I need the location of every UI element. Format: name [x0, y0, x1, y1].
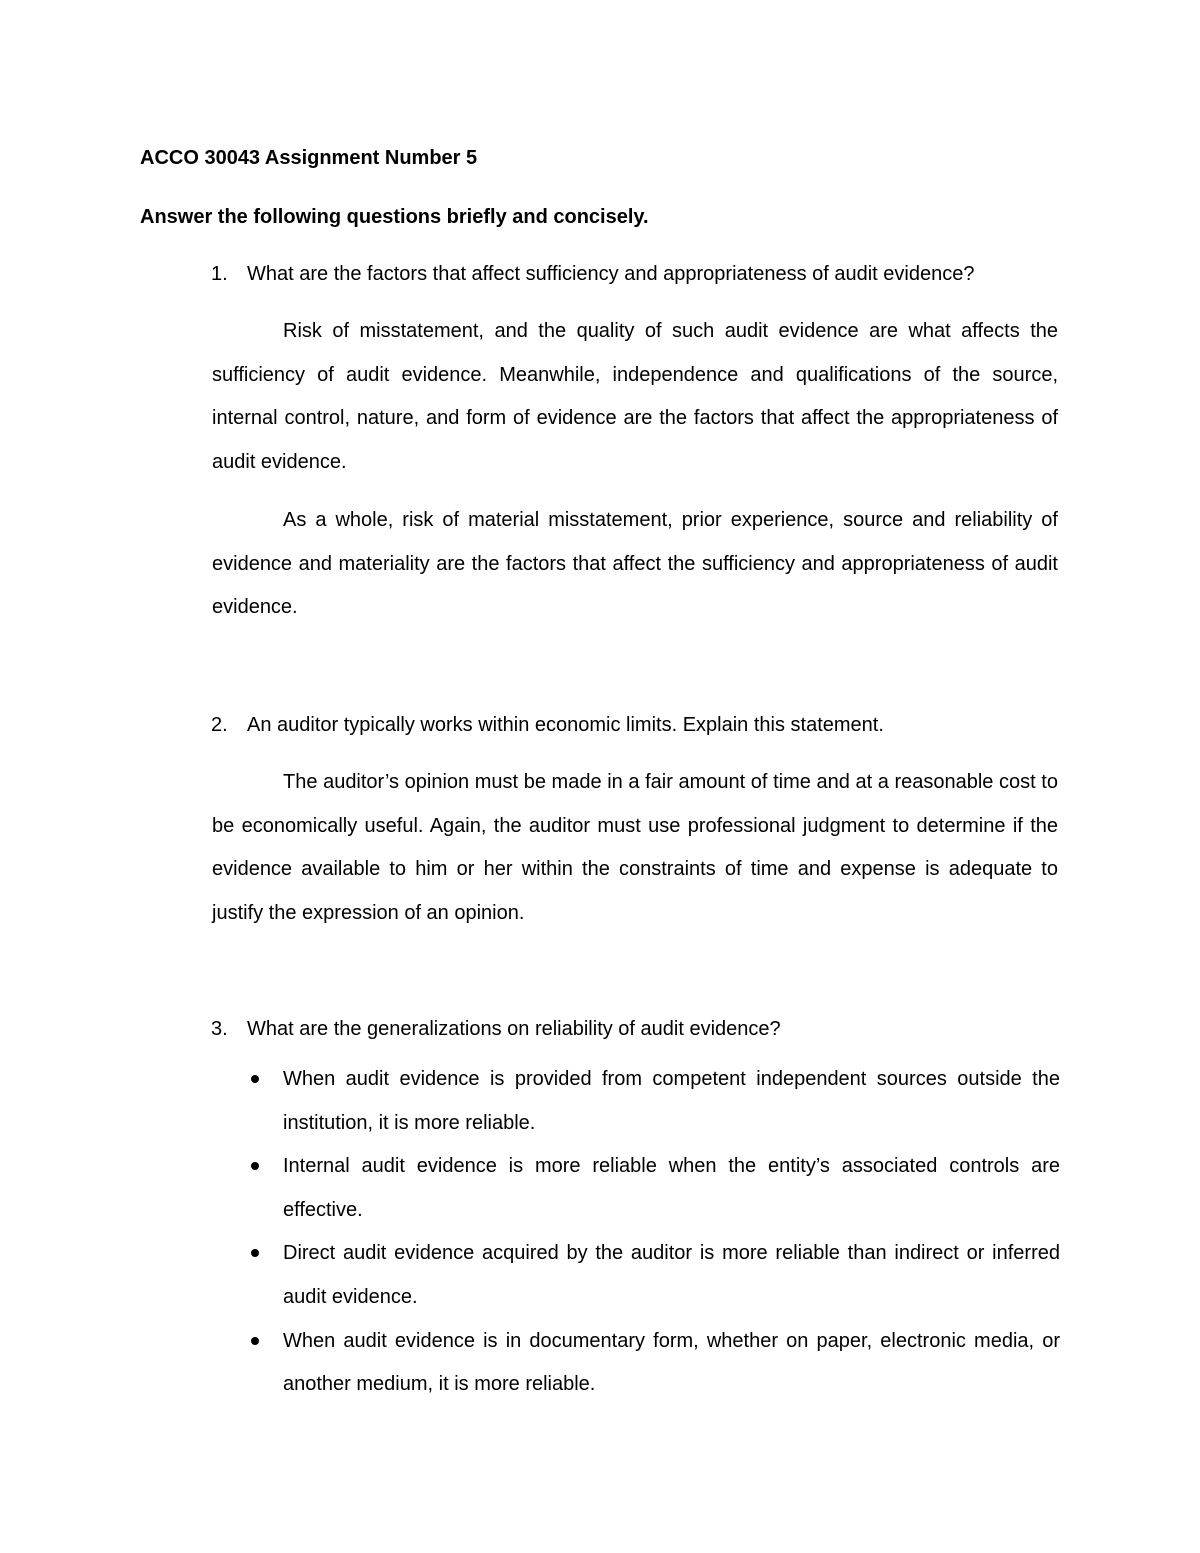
question-number: 3.: [211, 1018, 228, 1040]
list-item-text: When audit evidence is provided from competent independent sources outside the institution, it is more reliable.: [283, 1068, 1060, 1134]
list-item-text: Direct audit evidence acquired by the auditor is more reliable than indirect or inferred audit evidence.: [283, 1242, 1060, 1308]
list-item: [248, 1232, 1060, 1319]
bullet-icon: [251, 1075, 259, 1083]
answer-paragraph: As a whole, risk of material misstatement, prior experience, source and reliability of evidence and materiality are the factors that affect the sufficiency and appropriateness of audit evidence.: [212, 509, 1058, 618]
list-item-text: When audit evidence is in documentary form, whether on paper, electronic media, or another medium, it is more reliable.: [283, 1329, 1060, 1396]
question-number: 2.: [211, 714, 228, 736]
bullet-icon: [251, 1162, 259, 1170]
list-item: [248, 1320, 1060, 1407]
question-text: An auditor typically works within economic limits. Explain this statement.: [247, 714, 884, 736]
bullet-icon: [251, 1337, 259, 1345]
bullet-icon: [251, 1249, 259, 1257]
question-number: 1.: [211, 263, 228, 285]
document-title: ACCO 30043 Assignment Number 5: [140, 147, 478, 169]
bullet-list: [248, 1058, 1060, 1407]
answer-paragraph: The auditor’s opinion must be made in a fair amount of time and at a reasonable cost to be economically useful. Again, the auditor must use professional judgment to determine if the evidence available to him or her within the constraints of time and expense is adequate to justify the expression of an opinion.: [212, 771, 1058, 924]
question-text: What are the factors that affect sufficiency and appropriateness of audit evidence?: [247, 263, 975, 285]
list-item: [248, 1145, 1060, 1232]
list-item-text: Internal audit evidence is more reliable when the entity’s associated controls are effective.: [283, 1155, 1060, 1221]
instructions: Answer the following questions briefly and concisely.: [140, 206, 649, 228]
question-text: What are the generalizations on reliability of audit evidence?: [247, 1018, 781, 1040]
list-item: [248, 1058, 1060, 1145]
answer-paragraph: Risk of misstatement, and the quality of such audit evidence are what affects the sufficiency of audit evidence. Meanwhile, independence and qualifications of the source, internal control, nature, and form of evidence are the factors that affect the appropriateness of audit evidence.: [212, 320, 1058, 473]
